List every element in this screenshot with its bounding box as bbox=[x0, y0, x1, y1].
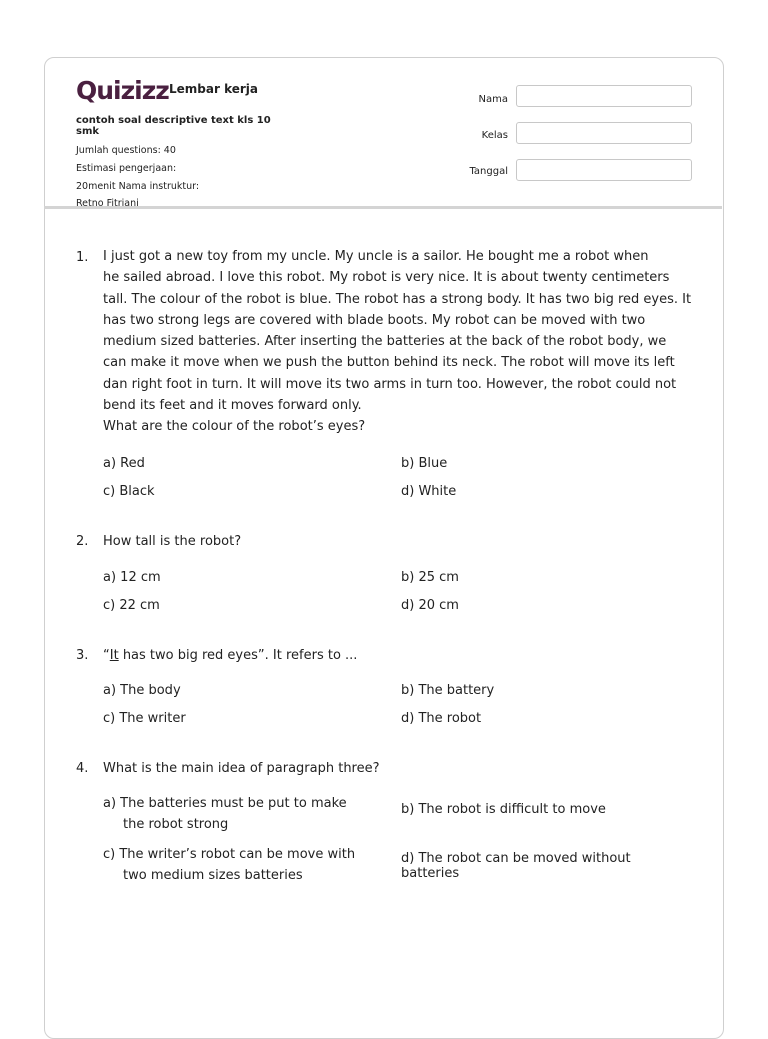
option-line: two medium sizes batteries bbox=[123, 868, 303, 883]
option-line: the robot strong bbox=[123, 817, 229, 832]
option-line: c) The writer’s robot can be move with bbox=[103, 847, 356, 862]
question-4-text: What is the main idea of paragraph three? bbox=[103, 761, 380, 776]
option-line: a) The batteries must be put to make bbox=[103, 796, 347, 811]
answer-option-c bbox=[103, 844, 355, 886]
answer-option-d: d) White bbox=[401, 484, 457, 499]
answer-option-d bbox=[401, 851, 631, 881]
question-1-text bbox=[103, 246, 703, 438]
kelas-label: Kelas bbox=[481, 130, 508, 141]
question-line: bend its feet and it moves forward only. bbox=[103, 398, 362, 414]
question-line: dan right foot in turn. It will move its two arms in turn too. However, the robot could not bbox=[103, 376, 677, 392]
worksheet-header bbox=[44, 57, 722, 209]
answer-option-b: b) Blue bbox=[401, 456, 448, 471]
question-number: 3. bbox=[76, 648, 89, 663]
answer-option-b: b) The battery bbox=[401, 683, 495, 698]
tanggal-field[interactable] bbox=[516, 159, 692, 181]
answer-option-c: c) 22 cm bbox=[103, 598, 160, 613]
quote-open: “ bbox=[103, 648, 110, 663]
question-line: can make it move when we push the button behind its neck. The robot will move its left bbox=[103, 355, 675, 371]
answer-option-a: a) Red bbox=[103, 456, 145, 471]
nama-label: Nama bbox=[478, 94, 508, 105]
sheet-type-label: Lembar kerja bbox=[169, 82, 258, 96]
question-count: Jumlah questions: 40 bbox=[76, 145, 176, 156]
estimate-label: Estimasi pengerjaan: bbox=[76, 163, 177, 174]
quizizz-logo: Quizizz bbox=[76, 76, 169, 105]
kelas-field[interactable] bbox=[516, 122, 692, 144]
answer-option-b: b) The robot is difficult to move bbox=[401, 802, 606, 817]
nama-field[interactable] bbox=[516, 85, 692, 107]
question-2-text: How tall is the robot? bbox=[103, 534, 242, 549]
answer-option-a: a) The body bbox=[103, 683, 181, 698]
question-number: 1. bbox=[76, 250, 89, 265]
answer-option-c: c) Black bbox=[103, 484, 155, 499]
question-line: I just got a new toy from my uncle. My uncle is a sailor. He bought me a robot when bbox=[103, 249, 649, 264]
tanggal-label: Tanggal bbox=[469, 166, 508, 177]
worksheet-title: contoh soal descriptive text kls 10 smk bbox=[76, 115, 271, 137]
answer-option-d: d) 20 cm bbox=[401, 598, 459, 613]
option-line: d) The robot can be moved without bbox=[401, 851, 631, 866]
question-line: he sailed abroad. I love this robot. My robot is very nice. It is about twenty centimeters bbox=[103, 270, 670, 286]
option-line: batteries bbox=[401, 866, 460, 881]
question-line: medium sized batteries. After inserting the batteries at the back of the robot body, we bbox=[103, 334, 667, 350]
answer-option-a bbox=[103, 793, 347, 835]
answer-option-b: b) 25 cm bbox=[401, 570, 459, 585]
question-line: What are the colour of the robot’s eyes? bbox=[103, 419, 366, 435]
question-line: tall. The colour of the robot is blue. The robot has a strong body. It has two big red eyes. It bbox=[103, 291, 692, 307]
question-number: 2. bbox=[76, 534, 89, 549]
answer-option-d: d) The robot bbox=[401, 711, 482, 726]
instructor-name: Retno Fitriani bbox=[76, 198, 139, 209]
duration-instructor-label: 20menit Nama instruktur: bbox=[76, 181, 200, 192]
question-3-rest: has two big red eyes”. It refers to ... bbox=[118, 648, 358, 663]
question-3-text bbox=[103, 645, 357, 666]
answer-option-c: c) The writer bbox=[103, 711, 186, 726]
underlined-word: It bbox=[109, 648, 119, 663]
question-line: has two strong legs are covered with blade boots. My robot can be moved with two bbox=[103, 312, 646, 328]
answer-option-a: a) 12 cm bbox=[103, 570, 161, 585]
question-number: 4. bbox=[76, 761, 89, 776]
